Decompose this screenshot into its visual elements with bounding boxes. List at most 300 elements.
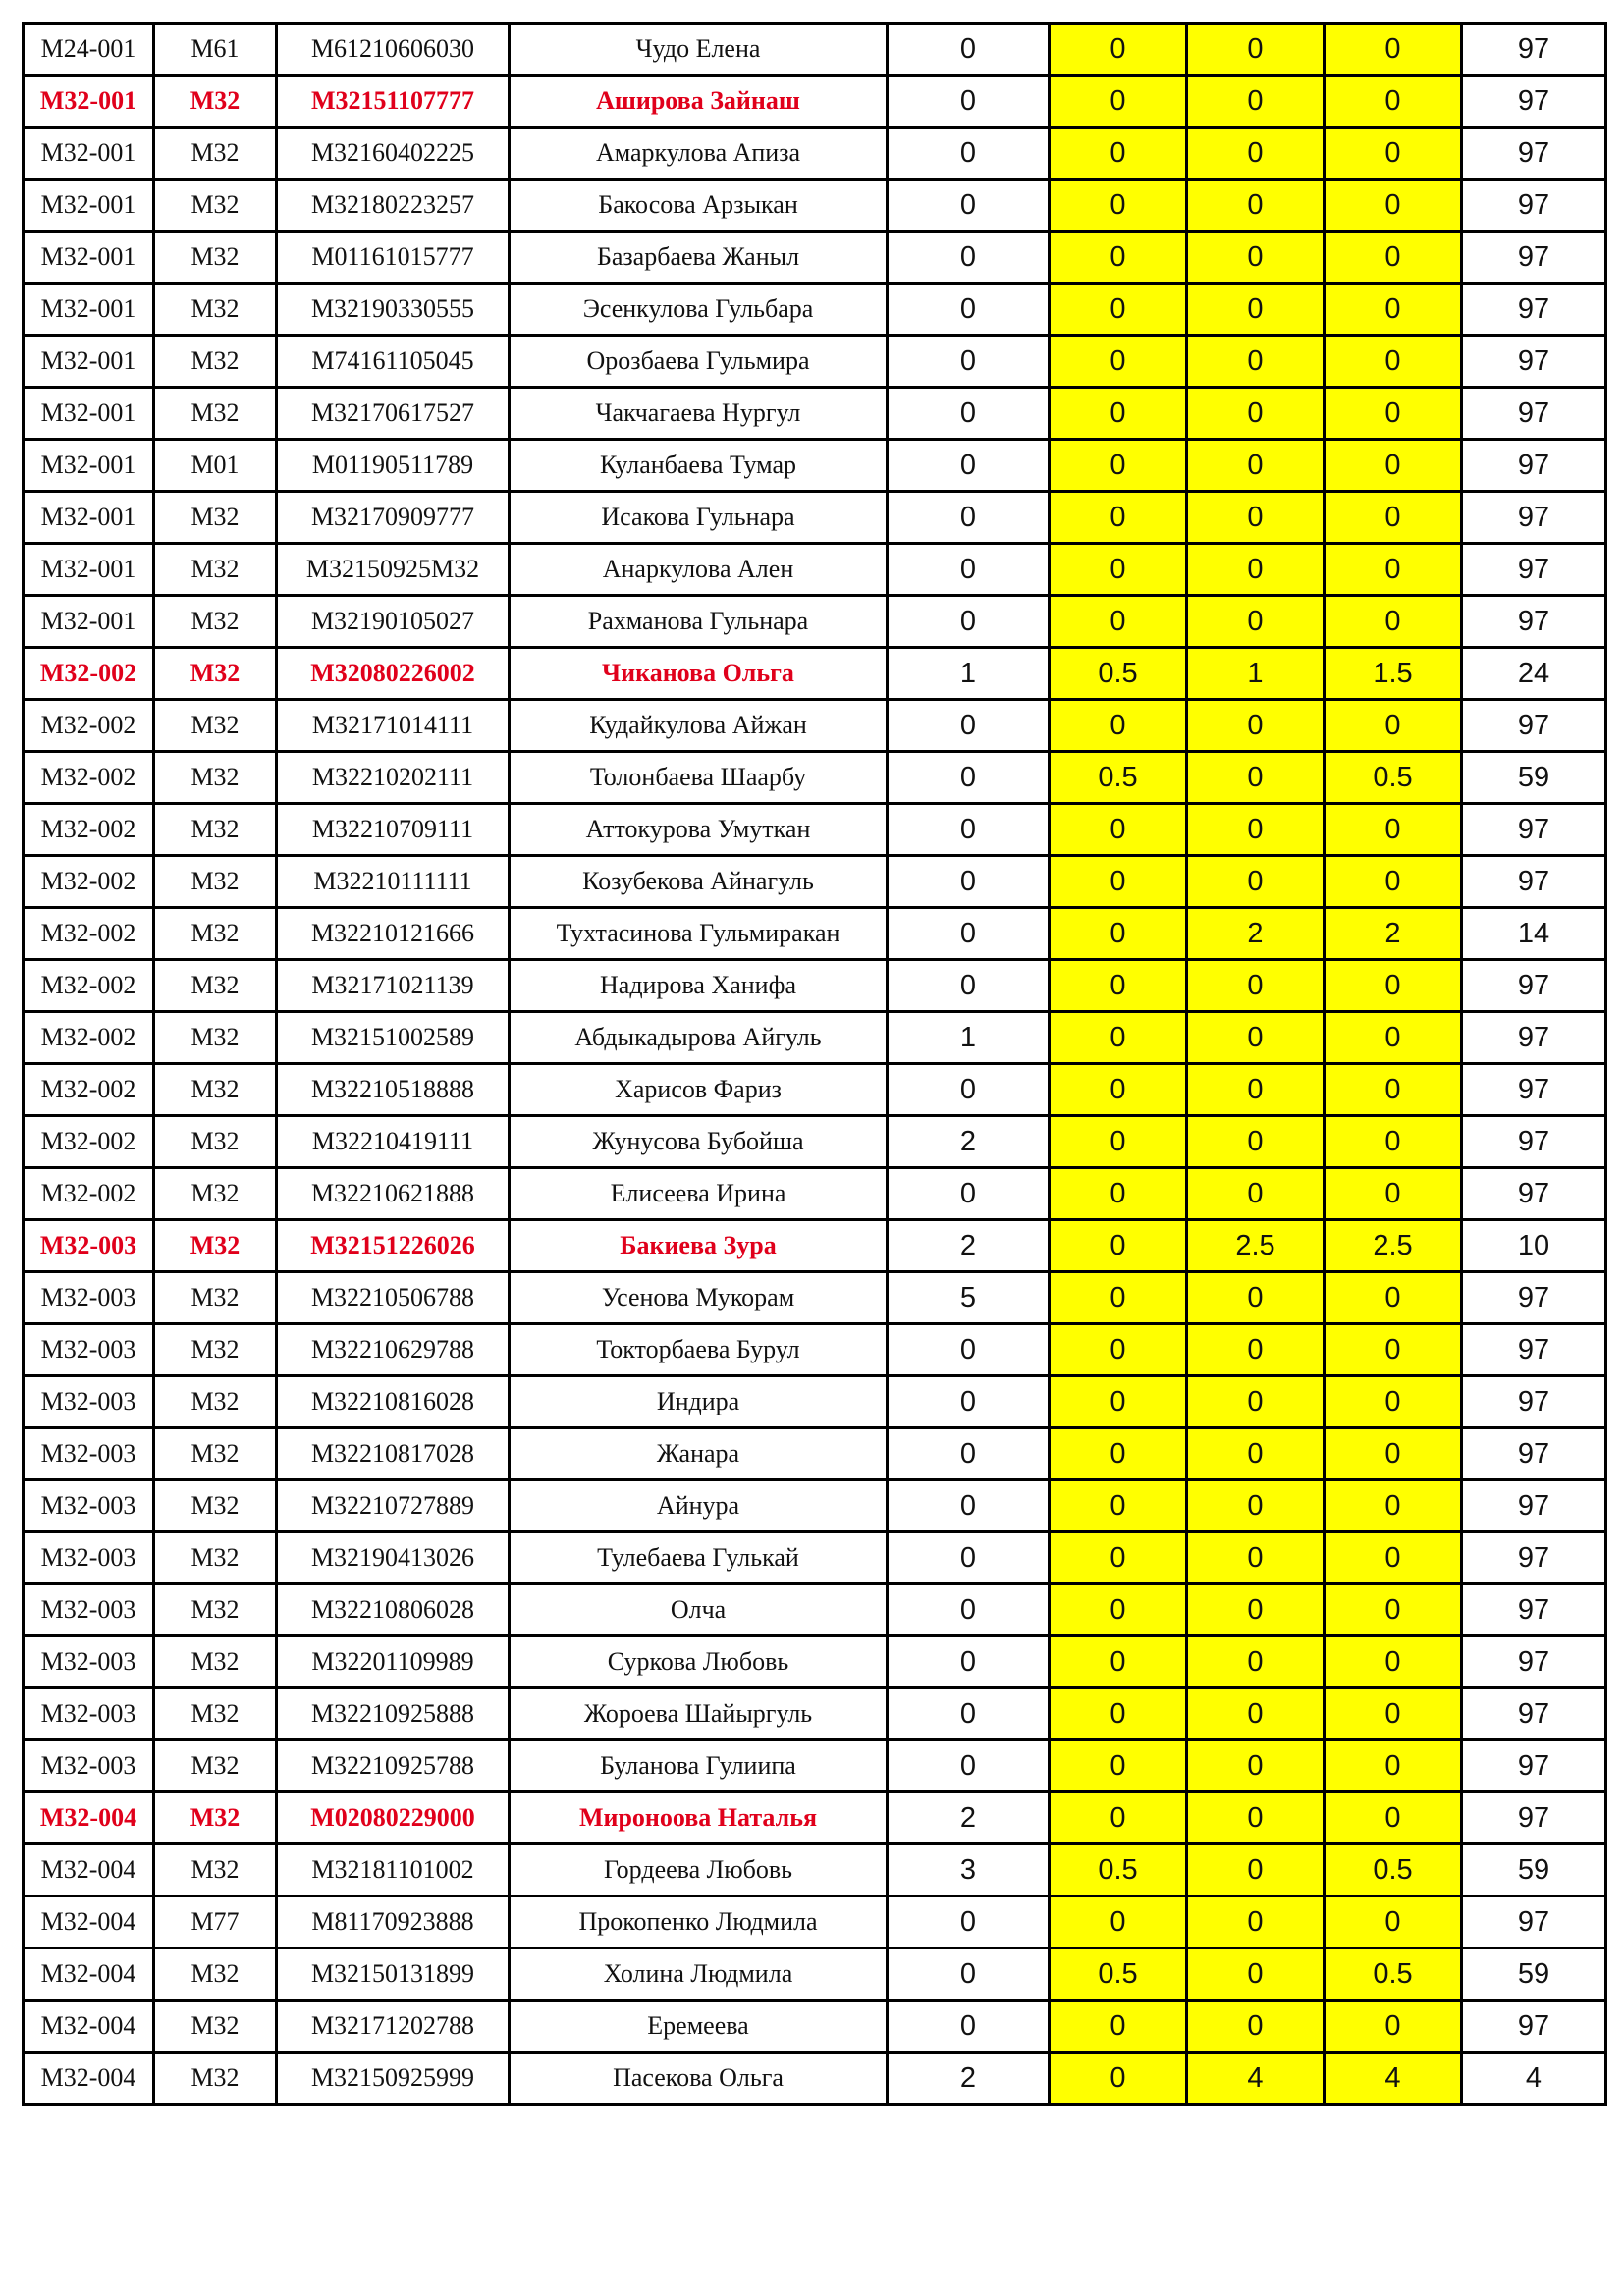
table-body — [24, 24, 1606, 2105]
cell-value-2: 0 — [1050, 1272, 1187, 1324]
cell-value-4: 0 — [1325, 1168, 1462, 1220]
cell-region-code: M32 — [154, 804, 277, 856]
cell-value-2: 0 — [1050, 388, 1187, 440]
cell-group-code: M32-003 — [24, 1636, 154, 1688]
cell-value-4: 0 — [1325, 1896, 1462, 1949]
cell-value-3: 0 — [1187, 1012, 1325, 1064]
cell-value-2: 0 — [1050, 1376, 1187, 1428]
cell-member-name: Орозбаева Гульмира — [510, 336, 888, 388]
cell-member-id: M32150131899 — [277, 1949, 510, 2001]
cell-region-code: M32 — [154, 960, 277, 1012]
table-row — [24, 492, 1606, 544]
cell-member-id: M32170617527 — [277, 388, 510, 440]
table-row — [24, 180, 1606, 232]
cell-value-4: 0.5 — [1325, 1844, 1462, 1896]
cell-value-3: 0 — [1187, 1792, 1325, 1844]
cell-value-1: 0 — [888, 1740, 1050, 1792]
cell-region-code: M32 — [154, 1428, 277, 1480]
cell-member-id: M32190105027 — [277, 596, 510, 648]
cell-value-4: 4 — [1325, 2053, 1462, 2105]
cell-member-id: M32151226026 — [277, 1220, 510, 1272]
cell-group-code: M32-002 — [24, 1064, 154, 1116]
cell-value-2: 0.5 — [1050, 752, 1187, 804]
cell-region-code: M32 — [154, 336, 277, 388]
cell-member-name: Базарбаева Жаныл — [510, 232, 888, 284]
cell-member-id: M32210202111 — [277, 752, 510, 804]
cell-value-2: 0 — [1050, 908, 1187, 960]
cell-value-3: 0 — [1187, 1376, 1325, 1428]
cell-value-2: 0.5 — [1050, 1949, 1187, 2001]
table-row — [24, 1064, 1606, 1116]
table-row — [24, 1012, 1606, 1064]
cell-value-3: 0 — [1187, 1116, 1325, 1168]
cell-value-3: 0 — [1187, 284, 1325, 336]
cell-value-3: 0 — [1187, 24, 1325, 76]
cell-region-code: M77 — [154, 1896, 277, 1949]
cell-value-2: 0 — [1050, 24, 1187, 76]
cell-group-code: M32-001 — [24, 596, 154, 648]
cell-member-name: Елисеева Ирина — [510, 1168, 888, 1220]
cell-value-2: 0 — [1050, 1740, 1187, 1792]
cell-member-name: Куланбаева Тумар — [510, 440, 888, 492]
table-row — [24, 856, 1606, 908]
cell-group-code: M32-004 — [24, 1792, 154, 1844]
cell-value-2: 0 — [1050, 1480, 1187, 1532]
table-row — [24, 596, 1606, 648]
cell-member-id: M81170923888 — [277, 1896, 510, 1949]
cell-member-id: M32210621888 — [277, 1168, 510, 1220]
table-row — [24, 804, 1606, 856]
cell-value-3: 0 — [1187, 1324, 1325, 1376]
cell-value-4: 0 — [1325, 1636, 1462, 1688]
cell-value-3: 0 — [1187, 336, 1325, 388]
cell-value-4: 0 — [1325, 284, 1462, 336]
cell-value-1: 0 — [888, 1896, 1050, 1949]
cell-value-5: 97 — [1462, 700, 1606, 752]
cell-member-id: M32080226002 — [277, 648, 510, 700]
table-row — [24, 24, 1606, 76]
cell-value-4: 0 — [1325, 1584, 1462, 1636]
cell-member-name: Козубекова Айнагуль — [510, 856, 888, 908]
table-row-group-head — [24, 1220, 1606, 1272]
cell-value-1: 0 — [888, 180, 1050, 232]
cell-value-1: 1 — [888, 1012, 1050, 1064]
cell-value-2: 0 — [1050, 76, 1187, 128]
cell-value-5: 97 — [1462, 284, 1606, 336]
cell-group-code: M32-002 — [24, 1116, 154, 1168]
cell-value-3: 0 — [1187, 752, 1325, 804]
cell-region-code: M32 — [154, 2053, 277, 2105]
cell-region-code: M32 — [154, 1740, 277, 1792]
cell-value-3: 0 — [1187, 856, 1325, 908]
cell-value-3: 0 — [1187, 232, 1325, 284]
cell-member-name: Усенова Мукорам — [510, 1272, 888, 1324]
cell-value-1: 0 — [888, 492, 1050, 544]
cell-value-4: 0 — [1325, 76, 1462, 128]
cell-member-name: Эсенкулова Гульбара — [510, 284, 888, 336]
cell-region-code: M32 — [154, 1688, 277, 1740]
cell-member-name: Бакосова Арзыкан — [510, 180, 888, 232]
cell-value-3: 0 — [1187, 544, 1325, 596]
cell-member-name: Индира — [510, 1376, 888, 1428]
table-row — [24, 336, 1606, 388]
cell-value-2: 0 — [1050, 544, 1187, 596]
cell-value-2: 0 — [1050, 2001, 1187, 2053]
cell-value-4: 0 — [1325, 1116, 1462, 1168]
cell-group-code: M32-004 — [24, 2001, 154, 2053]
cell-value-2: 0 — [1050, 284, 1187, 336]
cell-member-name: Анаркулова Ален — [510, 544, 888, 596]
cell-member-name: Айнура — [510, 1480, 888, 1532]
cell-value-1: 0 — [888, 24, 1050, 76]
cell-value-2: 0 — [1050, 1792, 1187, 1844]
cell-value-5: 97 — [1462, 1532, 1606, 1584]
cell-region-code: M32 — [154, 1532, 277, 1584]
cell-value-1: 0 — [888, 596, 1050, 648]
cell-value-3: 0 — [1187, 1896, 1325, 1949]
table-row — [24, 700, 1606, 752]
cell-value-2: 0 — [1050, 1584, 1187, 1636]
cell-group-code: M32-004 — [24, 1844, 154, 1896]
cell-value-1: 0 — [888, 1428, 1050, 1480]
cell-member-name: Олча — [510, 1584, 888, 1636]
table-row — [24, 388, 1606, 440]
table-row — [24, 752, 1606, 804]
cell-value-3: 0 — [1187, 596, 1325, 648]
cell-group-code: M32-001 — [24, 232, 154, 284]
cell-value-3: 0 — [1187, 700, 1325, 752]
cell-member-name: Харисов Фариз — [510, 1064, 888, 1116]
cell-region-code: M32 — [154, 1844, 277, 1896]
cell-value-3: 0 — [1187, 492, 1325, 544]
cell-region-code: M32 — [154, 1168, 277, 1220]
cell-value-2: 0 — [1050, 232, 1187, 284]
cell-group-code: M32-001 — [24, 128, 154, 180]
cell-value-1: 0 — [888, 1376, 1050, 1428]
table-row-group-head — [24, 1792, 1606, 1844]
cell-value-4: 0 — [1325, 856, 1462, 908]
cell-group-code: M32-003 — [24, 1584, 154, 1636]
cell-value-2: 0 — [1050, 1220, 1187, 1272]
cell-group-code: M32-003 — [24, 1740, 154, 1792]
cell-value-5: 97 — [1462, 76, 1606, 128]
cell-value-4: 0.5 — [1325, 1949, 1462, 2001]
cell-value-2: 0 — [1050, 1012, 1187, 1064]
cell-value-1: 0 — [888, 336, 1050, 388]
cell-member-id: M32181101002 — [277, 1844, 510, 1896]
cell-group-code: M32-002 — [24, 960, 154, 1012]
cell-value-4: 0 — [1325, 232, 1462, 284]
cell-member-id: M01190511789 — [277, 440, 510, 492]
cell-member-name: Тулебаева Гулькай — [510, 1532, 888, 1584]
cell-group-code: M32-003 — [24, 1428, 154, 1480]
cell-value-4: 0.5 — [1325, 752, 1462, 804]
cell-value-5: 97 — [1462, 960, 1606, 1012]
cell-group-code: M32-002 — [24, 908, 154, 960]
cell-member-id: M32210925888 — [277, 1688, 510, 1740]
table-row — [24, 1116, 1606, 1168]
cell-value-2: 0 — [1050, 492, 1187, 544]
cell-value-4: 0 — [1325, 804, 1462, 856]
table-row — [24, 544, 1606, 596]
cell-value-1: 0 — [888, 440, 1050, 492]
table-row — [24, 1844, 1606, 1896]
cell-value-2: 0 — [1050, 1064, 1187, 1116]
cell-member-id: M32210506788 — [277, 1272, 510, 1324]
cell-member-name: Токторбаева Бурул — [510, 1324, 888, 1376]
cell-value-5: 97 — [1462, 1688, 1606, 1740]
cell-member-id: M32210925788 — [277, 1740, 510, 1792]
cell-member-name: Бакиева Зура — [510, 1220, 888, 1272]
cell-region-code: M32 — [154, 388, 277, 440]
cell-value-2: 0 — [1050, 596, 1187, 648]
cell-member-id: M61210606030 — [277, 24, 510, 76]
cell-region-code: M32 — [154, 1949, 277, 2001]
cell-value-5: 97 — [1462, 544, 1606, 596]
cell-region-code: M32 — [154, 544, 277, 596]
cell-value-3: 0 — [1187, 960, 1325, 1012]
cell-member-id: M32150925M32 — [277, 544, 510, 596]
cell-value-5: 97 — [1462, 128, 1606, 180]
cell-value-2: 0 — [1050, 1428, 1187, 1480]
cell-member-name: Мироноова Наталья — [510, 1792, 888, 1844]
cell-value-3: 0 — [1187, 1064, 1325, 1116]
cell-value-4: 0 — [1325, 700, 1462, 752]
cell-region-code: M32 — [154, 856, 277, 908]
cell-group-code: M32-004 — [24, 1949, 154, 2001]
cell-group-code: M32-001 — [24, 492, 154, 544]
cell-value-3: 2 — [1187, 908, 1325, 960]
cell-value-2: 0 — [1050, 1116, 1187, 1168]
cell-value-1: 0 — [888, 128, 1050, 180]
table-row — [24, 1324, 1606, 1376]
cell-value-4: 0 — [1325, 24, 1462, 76]
cell-group-code: M32-002 — [24, 856, 154, 908]
cell-group-code: M32-001 — [24, 336, 154, 388]
cell-member-name: Чудо Елена — [510, 24, 888, 76]
cell-value-5: 97 — [1462, 1168, 1606, 1220]
cell-value-4: 0 — [1325, 440, 1462, 492]
cell-value-5: 24 — [1462, 648, 1606, 700]
cell-group-code: M32-003 — [24, 1220, 154, 1272]
cell-value-5: 97 — [1462, 2001, 1606, 2053]
cell-region-code: M32 — [154, 492, 277, 544]
cell-value-5: 97 — [1462, 1012, 1606, 1064]
cell-value-4: 0 — [1325, 128, 1462, 180]
cell-value-3: 0 — [1187, 1480, 1325, 1532]
cell-member-id: M32210121666 — [277, 908, 510, 960]
cell-value-5: 97 — [1462, 336, 1606, 388]
cell-value-3: 0 — [1187, 180, 1325, 232]
cell-value-5: 97 — [1462, 388, 1606, 440]
cell-value-1: 0 — [888, 1064, 1050, 1116]
cell-region-code: M32 — [154, 1792, 277, 1844]
cell-member-name: Чиканова Ольга — [510, 648, 888, 700]
cell-member-id: M32210419111 — [277, 1116, 510, 1168]
cell-value-1: 0 — [888, 752, 1050, 804]
cell-value-5: 97 — [1462, 856, 1606, 908]
table-row — [24, 1532, 1606, 1584]
cell-member-name: Пасекова Ольга — [510, 2053, 888, 2105]
cell-region-code: M32 — [154, 1012, 277, 1064]
cell-value-5: 14 — [1462, 908, 1606, 960]
cell-group-code: M32-004 — [24, 1896, 154, 1949]
cell-value-5: 59 — [1462, 752, 1606, 804]
cell-value-3: 0 — [1187, 388, 1325, 440]
cell-group-code: M32-003 — [24, 1480, 154, 1532]
cell-group-code: M32-002 — [24, 1168, 154, 1220]
cell-value-3: 0 — [1187, 1688, 1325, 1740]
cell-member-name: Аттокурова Умуткан — [510, 804, 888, 856]
cell-value-1: 2 — [888, 1116, 1050, 1168]
table-row — [24, 1376, 1606, 1428]
cell-region-code: M32 — [154, 648, 277, 700]
cell-member-name: Суркова Любовь — [510, 1636, 888, 1688]
cell-member-id: M32201109989 — [277, 1636, 510, 1688]
cell-value-2: 0 — [1050, 1532, 1187, 1584]
cell-value-5: 97 — [1462, 1584, 1606, 1636]
cell-value-2: 0.5 — [1050, 1844, 1187, 1896]
cell-value-3: 2.5 — [1187, 1220, 1325, 1272]
cell-group-code: M32-001 — [24, 76, 154, 128]
cell-value-2: 0.5 — [1050, 648, 1187, 700]
cell-value-2: 0 — [1050, 804, 1187, 856]
cell-value-4: 0 — [1325, 1792, 1462, 1844]
cell-value-1: 0 — [888, 1688, 1050, 1740]
cell-member-id: M32150925999 — [277, 2053, 510, 2105]
cell-value-2: 0 — [1050, 1324, 1187, 1376]
cell-value-3: 0 — [1187, 1740, 1325, 1792]
cell-region-code: M32 — [154, 1064, 277, 1116]
cell-region-code: M32 — [154, 1220, 277, 1272]
cell-value-5: 97 — [1462, 1480, 1606, 1532]
cell-value-5: 97 — [1462, 1792, 1606, 1844]
cell-member-id: M32210806028 — [277, 1584, 510, 1636]
cell-region-code: M32 — [154, 1116, 277, 1168]
cell-region-code: M32 — [154, 180, 277, 232]
table-row — [24, 2053, 1606, 2105]
cell-value-4: 0 — [1325, 180, 1462, 232]
table-row — [24, 1168, 1606, 1220]
cell-member-id: M32170909777 — [277, 492, 510, 544]
cell-region-code: M32 — [154, 76, 277, 128]
cell-value-4: 0 — [1325, 1376, 1462, 1428]
cell-value-2: 0 — [1050, 336, 1187, 388]
cell-region-code: M32 — [154, 700, 277, 752]
cell-value-5: 97 — [1462, 24, 1606, 76]
cell-group-code: M32-001 — [24, 544, 154, 596]
cell-value-5: 97 — [1462, 492, 1606, 544]
cell-value-5: 97 — [1462, 1740, 1606, 1792]
cell-group-code: M32-004 — [24, 2053, 154, 2105]
cell-value-3: 4 — [1187, 2053, 1325, 2105]
cell-member-name: Тухтасинова Гульмиракан — [510, 908, 888, 960]
table-row — [24, 2001, 1606, 2053]
cell-value-1: 0 — [888, 1480, 1050, 1532]
cell-value-2: 0 — [1050, 1168, 1187, 1220]
cell-value-3: 0 — [1187, 1428, 1325, 1480]
table-row — [24, 284, 1606, 336]
cell-group-code: M32-001 — [24, 440, 154, 492]
cell-value-5: 97 — [1462, 1636, 1606, 1688]
table-row — [24, 960, 1606, 1012]
cell-group-code: M32-003 — [24, 1324, 154, 1376]
table-row — [24, 440, 1606, 492]
table-row — [24, 1272, 1606, 1324]
cell-value-5: 4 — [1462, 2053, 1606, 2105]
cell-value-4: 0 — [1325, 1740, 1462, 1792]
cell-value-3: 0 — [1187, 1272, 1325, 1324]
cell-member-id: M32190330555 — [277, 284, 510, 336]
cell-region-code: M32 — [154, 1636, 277, 1688]
data-table — [22, 22, 1607, 2106]
cell-value-3: 0 — [1187, 128, 1325, 180]
cell-value-4: 0 — [1325, 596, 1462, 648]
cell-value-5: 97 — [1462, 1428, 1606, 1480]
cell-value-4: 2 — [1325, 908, 1462, 960]
cell-value-5: 97 — [1462, 180, 1606, 232]
cell-value-5: 97 — [1462, 1272, 1606, 1324]
cell-value-3: 1 — [1187, 648, 1325, 700]
table-row — [24, 1688, 1606, 1740]
cell-group-code: M32-003 — [24, 1272, 154, 1324]
cell-group-code: M32-002 — [24, 804, 154, 856]
cell-value-4: 0 — [1325, 1428, 1462, 1480]
cell-member-id: M32180223257 — [277, 180, 510, 232]
cell-member-name: Кудайкулова Айжан — [510, 700, 888, 752]
cell-member-id: M01161015777 — [277, 232, 510, 284]
cell-group-code: M24-001 — [24, 24, 154, 76]
cell-value-5: 59 — [1462, 1844, 1606, 1896]
cell-member-id: M32210111111 — [277, 856, 510, 908]
table-row — [24, 1584, 1606, 1636]
cell-value-4: 0 — [1325, 1324, 1462, 1376]
cell-value-1: 0 — [888, 856, 1050, 908]
cell-region-code: M32 — [154, 1584, 277, 1636]
cell-value-4: 0 — [1325, 1064, 1462, 1116]
table-row-group-head — [24, 648, 1606, 700]
table-row — [24, 1636, 1606, 1688]
cell-member-name: Жороева Шайыргуль — [510, 1688, 888, 1740]
cell-member-name: Жанара — [510, 1428, 888, 1480]
cell-region-code: M32 — [154, 128, 277, 180]
cell-value-1: 2 — [888, 1220, 1050, 1272]
cell-member-name: Абдыкадырова Айгуль — [510, 1012, 888, 1064]
cell-group-code: M32-003 — [24, 1532, 154, 1584]
cell-group-code: M32-003 — [24, 1376, 154, 1428]
cell-value-2: 0 — [1050, 1896, 1187, 1949]
cell-value-2: 0 — [1050, 440, 1187, 492]
cell-value-2: 0 — [1050, 1636, 1187, 1688]
cell-group-code: M32-001 — [24, 180, 154, 232]
cell-region-code: M32 — [154, 284, 277, 336]
cell-value-1: 5 — [888, 1272, 1050, 1324]
cell-region-code: M61 — [154, 24, 277, 76]
cell-value-3: 0 — [1187, 804, 1325, 856]
cell-value-1: 0 — [888, 1532, 1050, 1584]
cell-group-code: M32-002 — [24, 648, 154, 700]
cell-region-code: M32 — [154, 908, 277, 960]
cell-value-4: 0 — [1325, 388, 1462, 440]
cell-region-code: M01 — [154, 440, 277, 492]
cell-value-4: 0 — [1325, 1688, 1462, 1740]
table-row — [24, 908, 1606, 960]
cell-value-1: 1 — [888, 648, 1050, 700]
cell-value-5: 97 — [1462, 1324, 1606, 1376]
cell-group-code: M32-001 — [24, 284, 154, 336]
cell-value-4: 0 — [1325, 1480, 1462, 1532]
cell-member-name: Толонбаева Шаарбу — [510, 752, 888, 804]
